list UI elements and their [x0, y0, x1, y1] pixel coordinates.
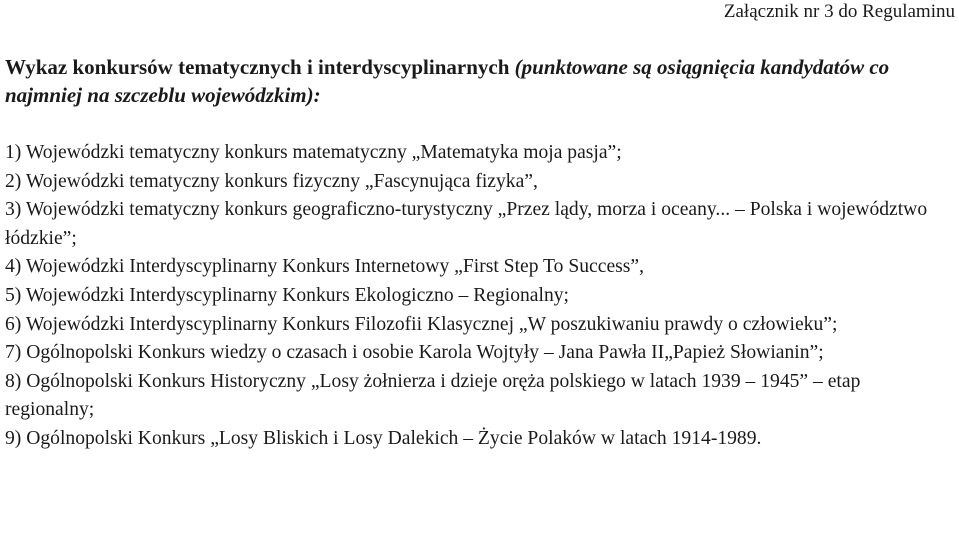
list-item: 5) Wojewódzki Interdyscyplinarny Konkurs Ekologiczno – Regionalny;: [5, 284, 569, 306]
list-item: 1) Wojewódzki tematyczny konkurs matematyczny „Matematyka moja pasja”;: [5, 142, 622, 163]
competition-list: [5, 139, 953, 454]
document-title: [5, 53, 945, 109]
title-italic-text: (punktowane są osiągnięcia kandydatów co najmniej na szczeblu wojewódzkim):: [5, 55, 890, 107]
list-item: 8) Ogólnopolski Konkurs Historyczny „Losy żołnierza i dzieje oręża polskiego w latach 1939 – 1945” – etap regionalny;: [5, 370, 861, 421]
attachment-label: Załącznik nr 3 do Regulaminu: [723, 1, 955, 22]
list-item: 7) Ogólnopolski Konkurs wiedzy o czasach i osobie Karola Wojtyły – Jana Pawła II„Papież Słowianin”;: [5, 342, 824, 364]
list-item: 9) Ogólnopolski Konkurs „Losy Bliskich i Losy Dalekich – Życie Polaków w latach 1914-1989.: [5, 427, 762, 449]
list-item: 4) Wojewódzki Interdyscyplinarny Konkurs Internetowy „First Step To Success”,: [5, 256, 644, 278]
title-bold-text: Wykaz konkursów tematycznych i interdyscyplinarnych: [5, 55, 510, 79]
list-item: 2) Wojewódzki tematyczny konkurs fizyczny „Fascynująca fizyka”,: [5, 170, 538, 192]
list-item: 6) Wojewódzki Interdyscyplinarny Konkurs Filozofii Klasycznej „W poszukiwaniu prawdy o człowieku”;: [5, 313, 838, 335]
list-item: 3) Wojewódzki tematyczny konkurs geograficzno-turystyczny „Przez lądy, morza i oceany... – Polska i województwo łódzkie”;: [5, 199, 928, 249]
